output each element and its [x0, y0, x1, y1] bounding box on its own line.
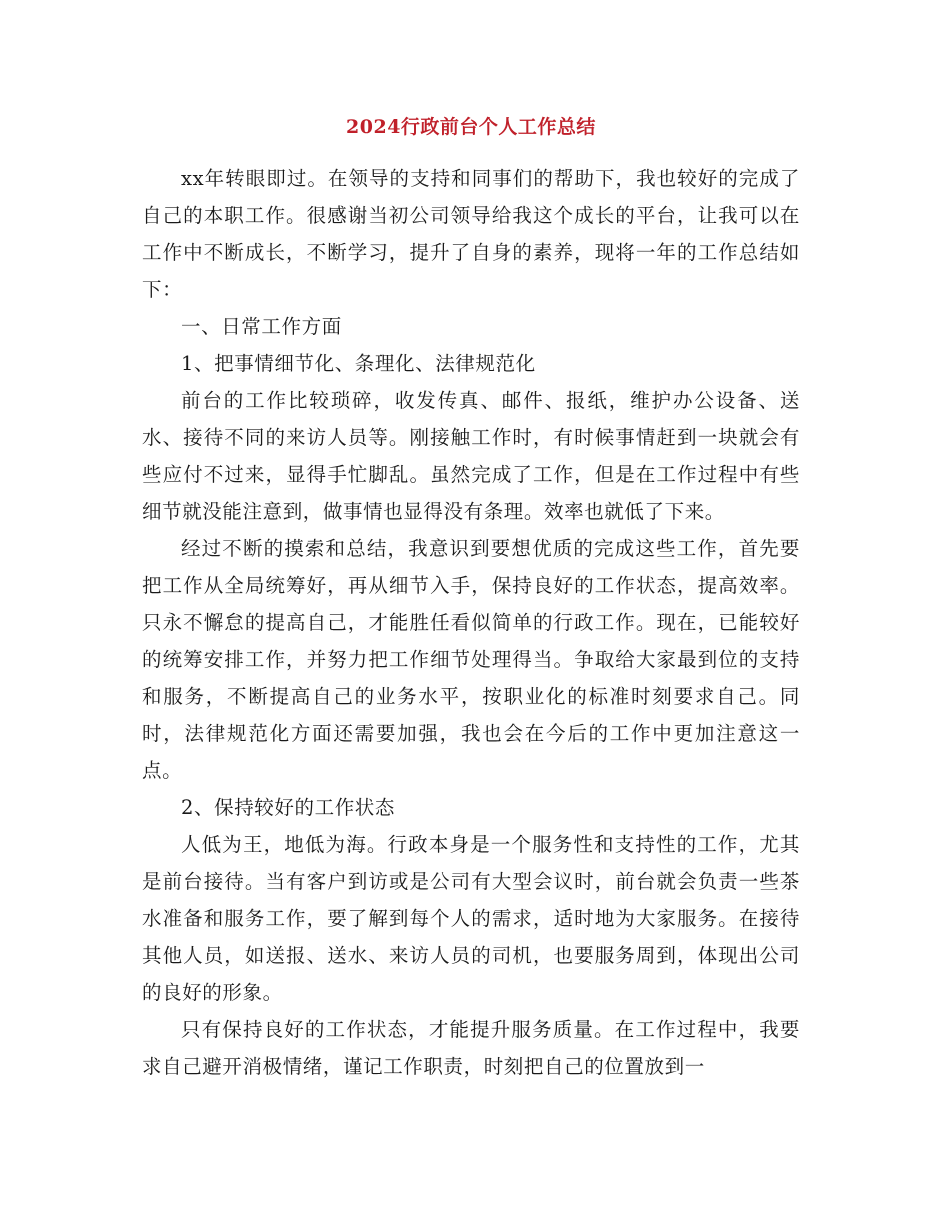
- paragraph-work-attitude: 只有保持良好的工作状态，才能提升服务质量。在工作过程中，我要求自己避开消极情绪，谨记工作职责，时刻把自己的位置放到一: [142, 1018, 800, 1078]
- subheading-work-state: 2、保持较好的工作状态: [181, 796, 396, 819]
- paragraph-service: 人低为王，地低为海。行政本身是一个服务性和支持性的工作，尤其是前台接待。当有客户到访或是公司有大型会议时，前台就会负责一些茶水准备和服务工作，要了解到每个人的需求，适时地为大家服务。在接待其他人员，如送报、送水、来访人员的司机，也要服务周到，体现出公司的良好的形象。: [142, 833, 800, 1004]
- paragraph-front-desk-tasks: 前台的工作比较琐碎，收发传真、邮件、报纸，维护办公设备、送水、接待不同的来访人员等。刚接触工作时，有时候事情赶到一块就会有些应付不过来，显得手忙脚乱。虽然完成了工作，但是在工作过程中有些细节就没能注意到，做事情也显得没有条理。效率也就低了下来。: [142, 389, 800, 523]
- paragraph-improvement: 经过不断的摸索和总结，我意识到要想优质的完成这些工作，首先要把工作从全局统筹好，再从细节入手，保持良好的工作状态，提高效率。只永不懈怠的提高自己，才能胜任看似简单的行政工作。现在，已能较好的统筹安排工作，并努力把工作细节处理得当。争取给大家最到位的支持和服务，不断提高自己的业务水平，按职业化的标准时刻要求自己。同时，法律规范化方面还需要加强，我也会在今后的工作中更加注意这一点。: [142, 537, 800, 782]
- document-body: [142, 160, 800, 1085]
- subheading-detail-organize: 1、把事情细节化、条理化、法律规范化: [181, 352, 536, 375]
- document-title: 2024行政前台个人工作总结: [346, 116, 596, 138]
- paragraph-intro: xx年转眼即过。在领导的支持和同事们的帮助下，我也较好的完成了自己的本职工作。很感谢当初公司领导给我这个成长的平台，让我可以在工作中不断成长，不断学习，提升了自身的素养，现将一年的工作总结如下：: [142, 167, 800, 301]
- section-heading-daily-work: 一、日常工作方面: [181, 315, 342, 338]
